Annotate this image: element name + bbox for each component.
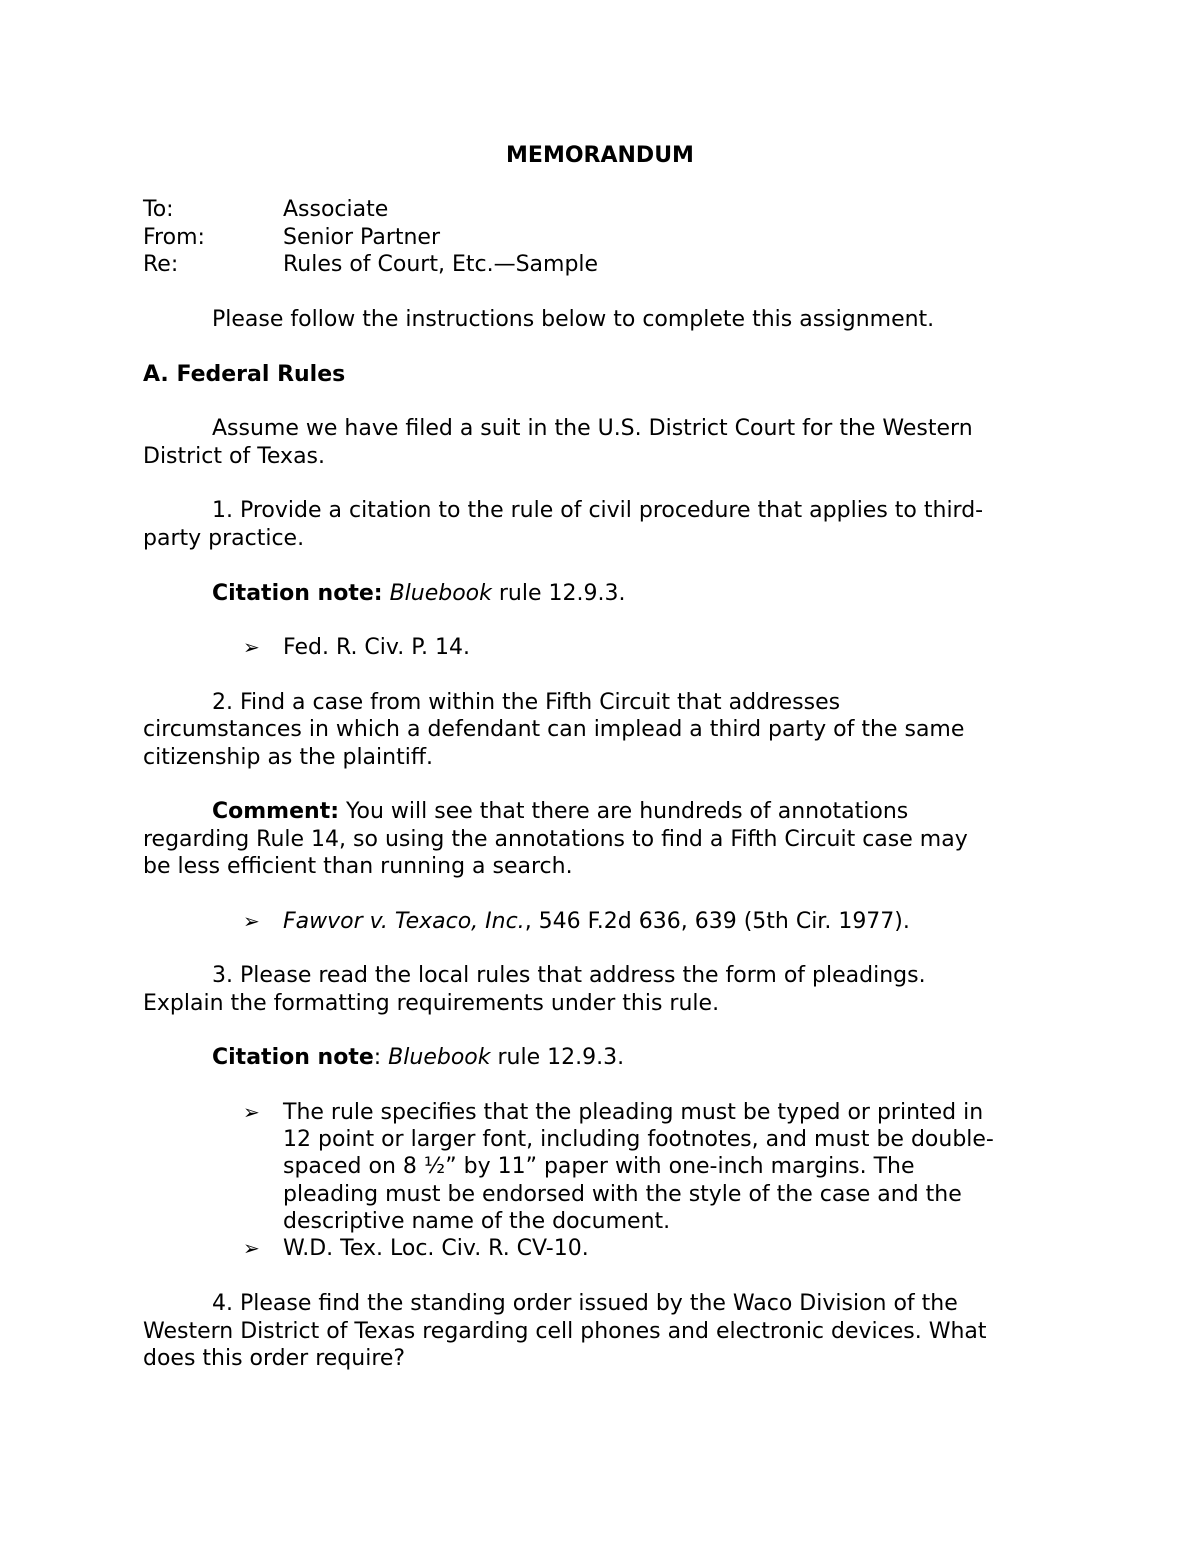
answer-1: Fed. R. Civ. P. 14. (283, 635, 471, 660)
answer-3-line-3: spaced on 8 ½” by 11” paper with one-inch margins. The (283, 1154, 915, 1179)
answer-2 (283, 908, 910, 935)
assume-line-1: Assume we have filed a suit in the U.S. District Court for the Western (212, 416, 973, 441)
answer-3-citation: W.D. Tex. Loc. Civ. R. CV-10. (283, 1236, 589, 1261)
answer-3-line-1: The rule specifies that the pleading must be typed or printed in (283, 1100, 984, 1125)
to-line (143, 196, 174, 223)
question-4-line-1: 4. Please find the standing order issued by the Waco Division of the (212, 1291, 958, 1316)
to-label: To: (143, 197, 174, 222)
citation-note-1 (212, 580, 625, 607)
case-name: Fawvor v. Texaco, Inc. (283, 909, 525, 934)
question-4-line-3: does this order require? (143, 1346, 406, 1371)
comment-line-2: regarding Rule 14, so using the annotations to find a Fifth Circuit case may (143, 827, 968, 852)
answer-3-line-4: pleading must be endorsed with the style of the case and the (283, 1182, 962, 1207)
memo-title: MEMORANDUM (506, 143, 694, 168)
answer-3-line-5: descriptive name of the document. (283, 1209, 671, 1234)
citation-note-label: Citation note: (212, 581, 383, 606)
question-3-line-1: 3. Please read the local rules that address the form of pleadings. (212, 963, 926, 988)
comment-text: You will see that there are hundreds of annotations (339, 799, 909, 824)
comment-line-3: be less efficient than running a search. (143, 854, 573, 879)
re-label: Re: (143, 252, 179, 277)
question-1-line-1: 1. Provide a citation to the rule of civil procedure that applies to third- (212, 498, 984, 523)
bluebook-title: Bluebook (389, 581, 492, 606)
question-1-line-2: party practice. (143, 526, 305, 551)
answer-3-line-2: 12 point or larger font, including footnotes, and must be double- (283, 1127, 994, 1152)
bluebook-title: Bluebook (388, 1045, 491, 1070)
case-citation: , 546 F.2d 636, 639 (5th Cir. 1977). (524, 909, 910, 934)
to-value: Associate (283, 197, 389, 222)
citation-note-rest: rule 12.9.3. (491, 581, 626, 606)
arrow-bullet-icon: ➢ (243, 1100, 260, 1124)
assume-line-2: District of Texas. (143, 444, 326, 469)
question-2-line-3: citizenship as the plaintiff. (143, 745, 433, 770)
re-value: Rules of Court, Etc.—Sample (283, 252, 599, 277)
comment-line-1 (212, 798, 908, 825)
comment-label: Comment: (212, 799, 340, 824)
citation-note-2 (212, 1044, 624, 1071)
from-value: Senior Partner (283, 225, 441, 250)
question-4-line-2: Western District of Texas regarding cell phones and electronic devices. What (143, 1319, 987, 1344)
question-3-line-2: Explain the formatting requirements under this rule. (143, 991, 720, 1016)
question-2-line-2: circumstances in which a defendant can implead a third party of the same (143, 717, 965, 742)
section-a-heading: A. Federal Rules (143, 362, 346, 387)
arrow-bullet-icon: ➢ (243, 1236, 260, 1260)
question-2-line-1: 2. Find a case from within the Fifth Circuit that addresses (212, 690, 841, 715)
from-label: From: (143, 225, 205, 250)
arrow-bullet-icon: ➢ (243, 909, 260, 933)
citation-note-colon: : (373, 1045, 389, 1070)
citation-note-rest: rule 12.9.3. (490, 1045, 625, 1070)
citation-note-label: Citation note (212, 1045, 374, 1070)
arrow-bullet-icon: ➢ (243, 635, 260, 659)
intro-paragraph: Please follow the instructions below to complete this assignment. (212, 307, 935, 332)
